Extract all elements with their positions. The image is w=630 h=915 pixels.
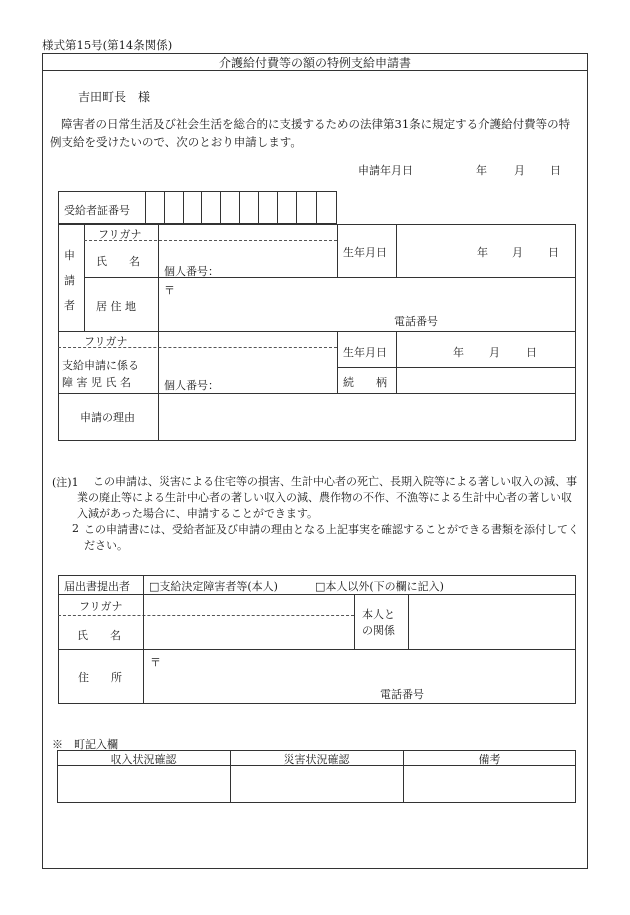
submitter-address-input[interactable]	[162, 651, 574, 679]
reason-label: 申請の理由	[80, 411, 135, 424]
applicant-phone-label: 電話番号	[394, 315, 438, 328]
note-2: この申請書には、受給者証及び申請の理由となる上記事実を確認することができる書類を添付してください。	[84, 523, 579, 552]
child-birth-month: 月	[489, 346, 500, 359]
submitter-relation-label-1: 本人と	[362, 608, 395, 621]
application-date-label: 申請年月日	[358, 164, 413, 177]
applicant-postal-mark: 〒	[164, 284, 175, 297]
child-birth-day: 日	[526, 346, 537, 359]
office-column-disaster: 災害状況確認	[283, 753, 350, 766]
submitter-option-self[interactable]: □支給決定障害者等(本人)	[149, 580, 278, 593]
applicant-address-label: 居 住 地	[96, 300, 136, 313]
application-date-year: 年	[476, 164, 487, 177]
form-title: 介護給付費等の額の特例支給申請書	[218, 56, 411, 70]
form-frame	[42, 53, 588, 869]
applicant-name-label: 氏 名	[96, 255, 140, 268]
applicant-birth-month: 月	[512, 246, 523, 259]
submitter-phone-label: 電話番号	[380, 688, 424, 701]
submitter-name-label: 氏 名	[77, 629, 121, 642]
applicant-side-char-1: 申	[64, 249, 75, 262]
submitter-postal-mark: 〒	[150, 656, 161, 669]
child-birthdate-label: 生年月日	[343, 346, 387, 359]
submitter-furigana-label: フリガナ	[79, 600, 123, 613]
application-date-day: 日	[550, 164, 561, 177]
child-birth-year: 年	[453, 346, 464, 359]
applicant-furigana-label: フリガナ	[98, 228, 142, 241]
applicant-birth-year: 年	[477, 246, 488, 259]
office-heading: ※ 町記入欄	[52, 738, 118, 751]
intro-text: 障害者の日常生活及び社会生活を総合的に支援するための法律第31条に規定する介護給付費等の特例支給を受けたいので、次のとおり申請します。	[50, 117, 571, 149]
applicant-birth-day: 日	[548, 246, 559, 259]
office-column-income: 収入状況確認	[110, 753, 177, 766]
applicant-birthdate-label: 生年月日	[343, 246, 387, 259]
application-date-month: 月	[514, 164, 525, 177]
applicant-personal-number-label: 個人番号：	[164, 265, 219, 278]
applicant-name-input[interactable]	[158, 241, 337, 263]
applicant-address-input[interactable]	[176, 279, 574, 309]
child-relation-input[interactable]	[397, 368, 575, 392]
child-furigana-label: フリガナ	[84, 335, 128, 348]
submitter-relation-input[interactable]	[409, 595, 575, 648]
submitter-address-label: 住 所	[78, 671, 122, 684]
applicant-side-char-3: 者	[64, 299, 75, 312]
note-2-number: 2	[72, 522, 79, 535]
note-1: この申請は、災害による住宅等の損害、生計中心者の死亡、長期入院等による著しい収入の減、事業の廃止等による生計中心者の著しい収入の減、農作物の不作、不漁等による生計中心者の著しい収入減があった場合に、申請することができます。	[77, 475, 577, 520]
office-column-remarks: 備考	[478, 753, 501, 766]
submitter-relation-label-2: の関係	[362, 624, 395, 637]
reason-input[interactable]	[159, 394, 575, 440]
submitter-option-other[interactable]: □本人以外(下の欄に記入)	[315, 580, 444, 593]
submitter-label: 届出書提出者	[64, 580, 130, 593]
applicant-side-char-2: 請	[64, 274, 75, 287]
form-number: 様式第15号(第14条関係)	[42, 38, 173, 52]
addressee: 吉田町長 様	[78, 90, 151, 104]
child-relation-label: 続 柄	[343, 376, 387, 389]
applicant-furigana-input[interactable]	[158, 224, 337, 240]
child-name-label-1: 支給申請に係る	[62, 359, 139, 372]
child-personal-number-label: 個人番号：	[164, 379, 219, 392]
child-name-label-2: 障 害 児 氏 名	[62, 376, 131, 389]
submitter-name-input[interactable]	[144, 595, 353, 648]
certificate-number-label: 受給者証番号	[64, 204, 130, 217]
certificate-number-input[interactable]	[145, 191, 337, 224]
notes-prefix: (注)1	[52, 476, 79, 489]
